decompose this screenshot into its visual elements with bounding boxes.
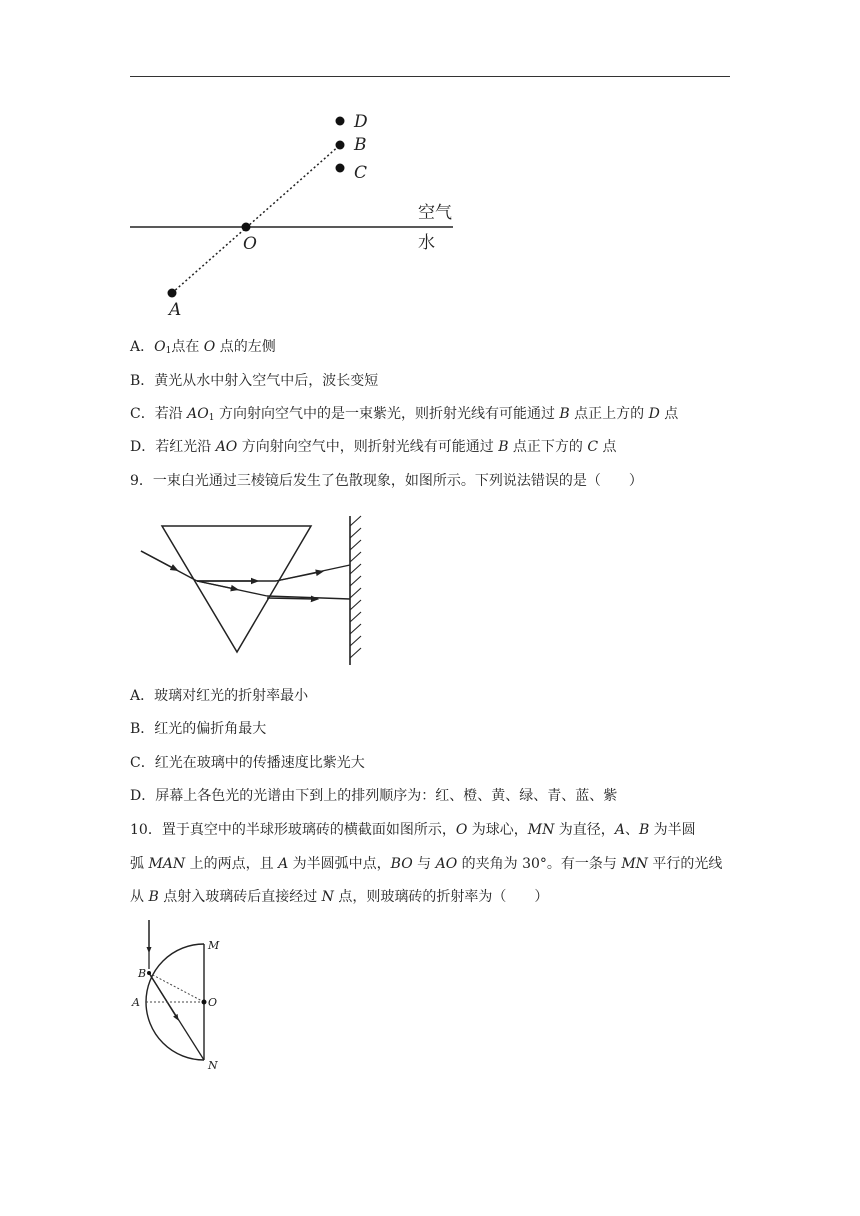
math-variable: N — [321, 889, 334, 905]
point-O — [202, 1000, 207, 1005]
refracted-arrow — [149, 973, 177, 1018]
q9-option-b: B．红光的偏折角最大 — [130, 721, 267, 737]
text-run: 10．置于真空中的半球形玻璃砖的横截面如图所示， — [130, 822, 456, 838]
text-run: 为半圆弧中点， — [288, 856, 391, 872]
text-run: 为直径， — [554, 822, 615, 838]
label-O: O — [208, 996, 218, 1009]
text-run: 、 — [624, 822, 639, 838]
q8-option-key: C． — [130, 406, 155, 422]
subscript: 1 — [165, 346, 172, 356]
label-O: O — [243, 234, 257, 254]
label-A: A — [132, 996, 140, 1009]
label-A: A — [169, 300, 182, 320]
label-M: M — [208, 939, 220, 952]
point-D — [336, 117, 345, 126]
text-run: 点射入玻璃砖后直接经过 — [158, 889, 322, 905]
hemisphere-figure — [125, 915, 235, 1075]
line-BO — [149, 973, 204, 1002]
math-variable: A — [614, 822, 625, 838]
math-variable: B — [498, 439, 509, 455]
screen-hatching — [350, 516, 361, 658]
subscript: 1 — [208, 413, 215, 423]
text-run: 方向射向空气中，则折射光线有可能通过 — [237, 439, 499, 455]
math-variable: O — [154, 339, 166, 355]
math-variable: MAN — [148, 856, 186, 872]
label-N: N — [208, 1059, 218, 1072]
point-B — [147, 971, 151, 975]
label-water: 水 — [418, 233, 435, 253]
math-variable: B — [559, 406, 570, 422]
text-run: 的夹角为 30°。有一条与 — [457, 856, 622, 872]
math-variable: A — [278, 856, 289, 872]
q10-text — [130, 822, 696, 838]
q8-option-d — [130, 437, 617, 457]
math-variable: BO — [390, 856, 413, 872]
text-run: 为半圆 — [649, 822, 696, 838]
q8-option-text — [155, 439, 616, 455]
text-run: 点正下方的 — [508, 439, 588, 455]
math-variable: AO — [187, 406, 209, 422]
math-variable: O — [203, 339, 216, 355]
text-run: 若红光沿 — [155, 439, 216, 455]
q9-stem: 9．一束白光通过三棱镜后发生了色散现象，如图所示。下列说法错误的是（ ） — [130, 473, 643, 489]
label-B: B — [354, 135, 367, 155]
point-C — [336, 164, 345, 173]
inner-arrow-lower — [197, 581, 235, 589]
text-run: 黄光从水中射入空气中后，波长变短 — [154, 373, 379, 389]
text-run: 为球心， — [467, 822, 528, 838]
q8-option-text — [155, 406, 679, 422]
label-C: C — [354, 163, 368, 183]
text-run: 从 — [130, 889, 149, 905]
text-run: 若沿 — [154, 406, 188, 422]
q9-option-a: A．玻璃对红光的折射率最小 — [130, 688, 309, 704]
point-B — [336, 141, 345, 150]
q10-line-2 — [130, 854, 722, 874]
label-air: 空气 — [418, 203, 452, 223]
text-run: 点 — [659, 406, 679, 422]
q10-line-3 — [130, 887, 548, 907]
q8-option-b — [130, 371, 378, 391]
math-variable: D — [648, 406, 660, 422]
text-run: 方向射向空气中的是一束紫光，则折射光线有可能通过 — [214, 406, 560, 422]
q10-line-1 — [130, 820, 696, 840]
q9-option-c: C．红光在玻璃中的传播速度比紫光大 — [130, 755, 365, 771]
q8-option-key: B． — [130, 373, 155, 389]
incident-arrow — [141, 551, 175, 569]
dotted-ray — [172, 145, 340, 293]
point-O — [242, 223, 251, 232]
exit-arrow-lower — [267, 598, 315, 599]
math-variable: O — [455, 822, 468, 838]
q9-option-d: D．屏幕上各色光的光谱由下到上的排列顺序为：红、橙、黄、绿、青、蓝、紫 — [130, 788, 618, 804]
math-variable: B — [148, 889, 159, 905]
point-A — [168, 289, 177, 298]
math-variable: MN — [621, 856, 648, 872]
q8-option-key: D． — [130, 439, 156, 455]
label-B: B — [138, 967, 147, 980]
math-variable: C — [587, 439, 599, 455]
math-variable: B — [638, 822, 650, 838]
math-variable: MN — [527, 822, 555, 838]
q8-option-c — [130, 404, 678, 428]
text-run: 上的两点，且 — [185, 856, 279, 872]
q8-option-key: A． — [130, 339, 155, 355]
text-run: 点在 — [171, 339, 204, 355]
q8-option-text — [154, 339, 276, 355]
math-variable: AO — [435, 856, 458, 872]
header-rule — [130, 76, 730, 77]
q8-option-a — [130, 337, 276, 361]
text-run: 与 — [412, 856, 436, 872]
refraction-figure — [125, 105, 465, 320]
label-D: D — [354, 112, 368, 132]
q8-option-text — [154, 373, 378, 389]
q10-text — [130, 856, 722, 872]
text-run: 点，则玻璃砖的折射率为（ ） — [333, 889, 549, 905]
text-run: 点 — [598, 439, 617, 455]
prism-figure — [135, 510, 375, 670]
math-variable: AO — [215, 439, 238, 455]
text-run: 点正上方的 — [569, 406, 649, 422]
text-run: 点的左侧 — [215, 339, 276, 355]
text-run: 弧 — [130, 856, 149, 872]
q10-text — [130, 889, 548, 905]
text-run: 平行的光线 — [647, 856, 723, 872]
